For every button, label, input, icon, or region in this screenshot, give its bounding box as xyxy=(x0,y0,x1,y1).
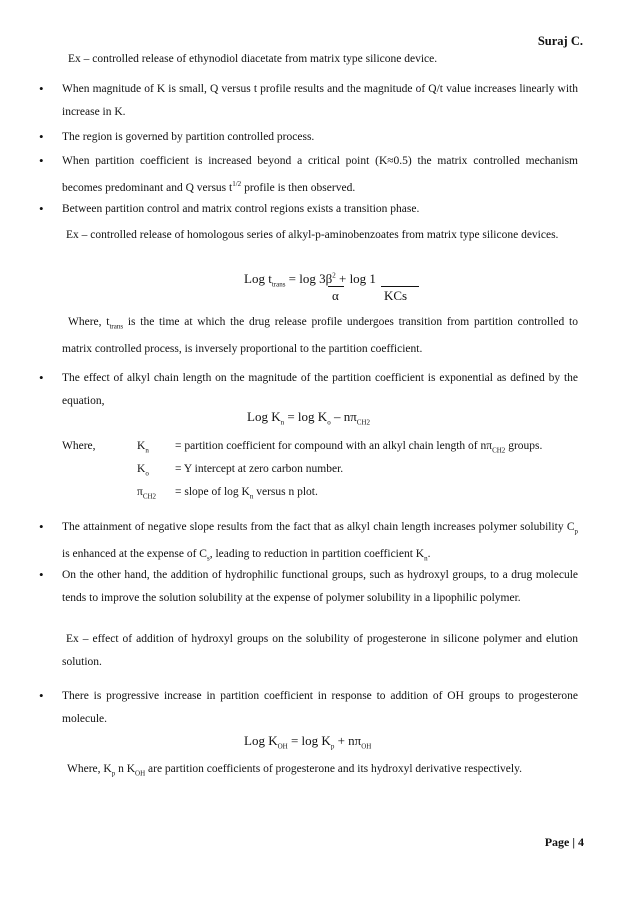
eq-text: Log t xyxy=(244,271,272,286)
example-line: Ex – controlled release of ethynodiol diacetate from matrix type silicone device. xyxy=(68,53,438,65)
eq-text: = log 3β xyxy=(285,271,333,286)
def-run: groups. xyxy=(505,440,543,452)
bullet-icon xyxy=(39,154,47,162)
eq-text: – nπ xyxy=(330,409,357,424)
bullet-icon xyxy=(39,520,47,528)
equation-transition-time xyxy=(244,271,376,289)
def-sub: CH2 xyxy=(492,446,506,455)
bullet-text: On the other hand, the addition of hydrophilic functional groups, such as hydroxyl groups, to a drug molecule tends to improve the solution solubility at the expense of polymer solubility in a lipophilic polymer. xyxy=(62,569,578,604)
eq-sub: OH xyxy=(361,742,372,751)
sym: π xyxy=(137,486,143,498)
text-run: Where, K xyxy=(67,763,112,775)
bullet-icon xyxy=(39,202,47,210)
def-run: versus n plot. xyxy=(253,486,318,498)
eq-sub: OH xyxy=(277,742,288,751)
example-line: Ex – effect of addition of hydroxyl groups on the solubility of progesterone in silicone polymer and elution solution. xyxy=(62,633,578,668)
subscript: OH xyxy=(135,769,146,778)
bullet-text: There is progressive increase in partition coefficient in response to addition of OH groups to progesterone molecule. xyxy=(62,690,578,725)
bullet-text: When magnitude of K is small, Q versus t profile results and the magnitude of Q/t value increases linearly with increase in K. xyxy=(62,83,578,118)
text-run: , leading to reduction in partition coefficient K xyxy=(209,548,425,561)
eq-text: = log K xyxy=(287,733,331,748)
text-run: Where, t xyxy=(68,316,110,328)
eq-sub: n xyxy=(280,418,285,427)
eq-text: Log K xyxy=(247,409,281,424)
bullet-icon xyxy=(39,371,47,379)
eq-sub: o xyxy=(327,418,331,427)
where-paragraph xyxy=(67,759,597,783)
eq-text: Log K xyxy=(244,733,278,748)
where-label: Where, xyxy=(62,440,96,452)
sym: K xyxy=(137,463,146,475)
eq-text: + log 1 xyxy=(335,271,376,286)
sym-sub: o xyxy=(145,469,149,478)
text-run: is enhanced at the expense of C xyxy=(62,548,207,561)
eq-sub: CH2 xyxy=(356,418,370,427)
fraction-bar xyxy=(381,286,419,287)
bullet-icon xyxy=(39,568,47,576)
bullet-icon xyxy=(39,689,47,697)
subscript: p xyxy=(111,769,116,778)
eq-text: + nπ xyxy=(334,733,362,748)
text-run: are partition coefficients of progesterone and its hydroxyl derivative respectively. xyxy=(145,763,522,775)
text-run: is the time at which the drug release profile undergoes transition from partition controlled to matrix controlled process, is inversely proportional to the partition coefficient. xyxy=(62,316,578,356)
eq-sub: trans xyxy=(271,280,286,289)
bullet-text xyxy=(62,150,578,200)
sym-sub: n xyxy=(145,446,149,455)
bullet-icon xyxy=(39,130,47,138)
equation-hydroxyl xyxy=(244,733,371,751)
sym: K xyxy=(137,440,146,452)
equation-alkyl-chain xyxy=(247,409,370,427)
text-run: When partition coefficient is increased beyond a critical point (K≈0.5) the matrix controlled mechanism becomes predominant and Q versus t xyxy=(62,155,578,194)
page-number: Page | 4 xyxy=(544,835,584,849)
def-symbol xyxy=(137,440,149,454)
def-text xyxy=(175,440,542,454)
subscript: p xyxy=(574,527,578,536)
eq-denominator-kcs: KCs xyxy=(384,288,408,303)
bullet-text: The region is governed by partition controlled process. xyxy=(62,131,315,143)
subscript: trans xyxy=(109,322,124,331)
text-run: The attainment of negative slope results from the fact that as alkyl chain length increases polymer solubility C xyxy=(62,521,575,533)
fraction-bar xyxy=(328,286,344,287)
subscript: s xyxy=(206,554,210,563)
def-text: = Y intercept at zero carbon number. xyxy=(175,463,344,475)
def-symbol xyxy=(137,463,149,477)
text-run: profile is then observed. xyxy=(241,181,356,194)
text-run: . xyxy=(427,548,431,561)
def-run: = partition coefficient for compound with an alkyl chain length of nπ xyxy=(175,440,493,452)
header-author: Suraj C. xyxy=(537,34,583,48)
where-paragraph xyxy=(62,311,578,361)
sym-sub: CH2 xyxy=(142,492,157,501)
bullet-text: The effect of alkyl chain length on the magnitude of the partition coefficient is exponential as defined by the equation, xyxy=(62,372,578,407)
eq-denominator-alpha: α xyxy=(332,288,339,303)
bullet-icon xyxy=(39,82,47,90)
text-run: n K xyxy=(115,763,136,775)
eq-text: = log K xyxy=(284,409,328,424)
bullet-text xyxy=(62,516,578,571)
eq-sup: 2 xyxy=(332,271,336,280)
superscript: 1/2 xyxy=(232,180,242,188)
example-line: Ex – controlled release of homologous series of alkyl-p-aminobenzoates from matrix type silicone devices. xyxy=(66,229,559,241)
def-text xyxy=(175,486,318,500)
eq-sub: p xyxy=(330,742,335,751)
subscript: n xyxy=(424,554,428,563)
bullet-text: Between partition control and matrix control regions exists a transition phase. xyxy=(62,203,420,215)
def-run: = slope of log K xyxy=(175,486,250,498)
def-symbol xyxy=(137,486,156,500)
def-sub: n xyxy=(249,492,254,501)
